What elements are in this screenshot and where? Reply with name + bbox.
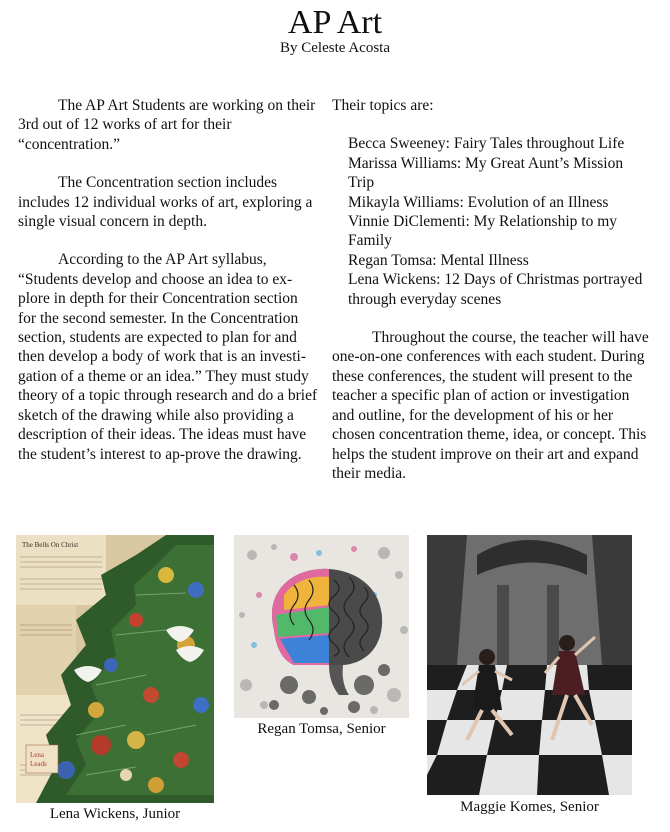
topic-item: Becca Sweeney: Fairy Tales throughout Life	[348, 135, 625, 153]
brain-artwork-image	[234, 535, 409, 718]
topic-item: Marissa Williams: My Great Aunt’s Mission Trip	[348, 154, 624, 192]
right-column	[332, 96, 652, 502]
byline: By Celeste Acosta	[280, 40, 390, 56]
article-title: AP Art	[287, 4, 383, 41]
scrap-text: Lena Leads	[30, 751, 47, 768]
sheet-music-text: The Bells On Christ	[22, 541, 79, 549]
topic-item: Lena Wickens: 12 Days of Christmas portrayed through everyday scenes	[348, 271, 643, 308]
topic-item: Regan Tomsa: Mental Illness	[348, 251, 529, 269]
artwork-maggie-komes	[427, 535, 632, 795]
paragraph-syllabus: According to the AP Art syllabus, “Students develop and choose an idea to ex-plore in depth for their Concentration section for the second semester. In the Concentration section, students are expected to plan for and then develop a body of work that is an investi-gation of a theme or an idea.” They must study theory of a topic through research and do a brief sketch of the drawing while also providing a description of their ideas. The ideas must have the student’s interest to ap-prove the drawing.	[18, 251, 318, 463]
topic-item: Vinnie DiClementi: My Relationship to my Family	[348, 213, 618, 250]
artwork-regan-tomsa	[234, 535, 409, 718]
topics-intro: Their topics are:	[332, 97, 434, 114]
paragraph-concentration: The Concentration section includes includes 12 individual works of art, exploring a single visual concern in depth.	[18, 174, 313, 231]
dancers-painting-image	[427, 535, 632, 795]
christmas-tree-collage-image	[16, 535, 214, 803]
caption-maggie-komes: Maggie Komes, Senior	[460, 799, 599, 815]
paragraph-conferences: Throughout the course, the teacher will have one-on-one conferences with each student. During these conferences, the student will present to the teacher a specific plan of action or investigation and outline, for the development of his or her chosen concentration theme, idea, or concept. This helps the student improve on their art and expand their media.	[332, 329, 649, 482]
topics-list	[332, 134, 652, 309]
paragraph-intro: The AP Art Students are working on their 3rd out of 12 works of art for their “concentration.”	[18, 97, 316, 153]
left-column	[18, 96, 318, 483]
caption-regan-tomsa: Regan Tomsa, Senior	[257, 721, 386, 737]
artwork-lena-wickens	[16, 535, 214, 803]
caption-lena-wickens: Lena Wickens, Junior	[49, 806, 181, 822]
topic-item: Mikayla Williams: Evolution of an Illness	[348, 193, 609, 211]
